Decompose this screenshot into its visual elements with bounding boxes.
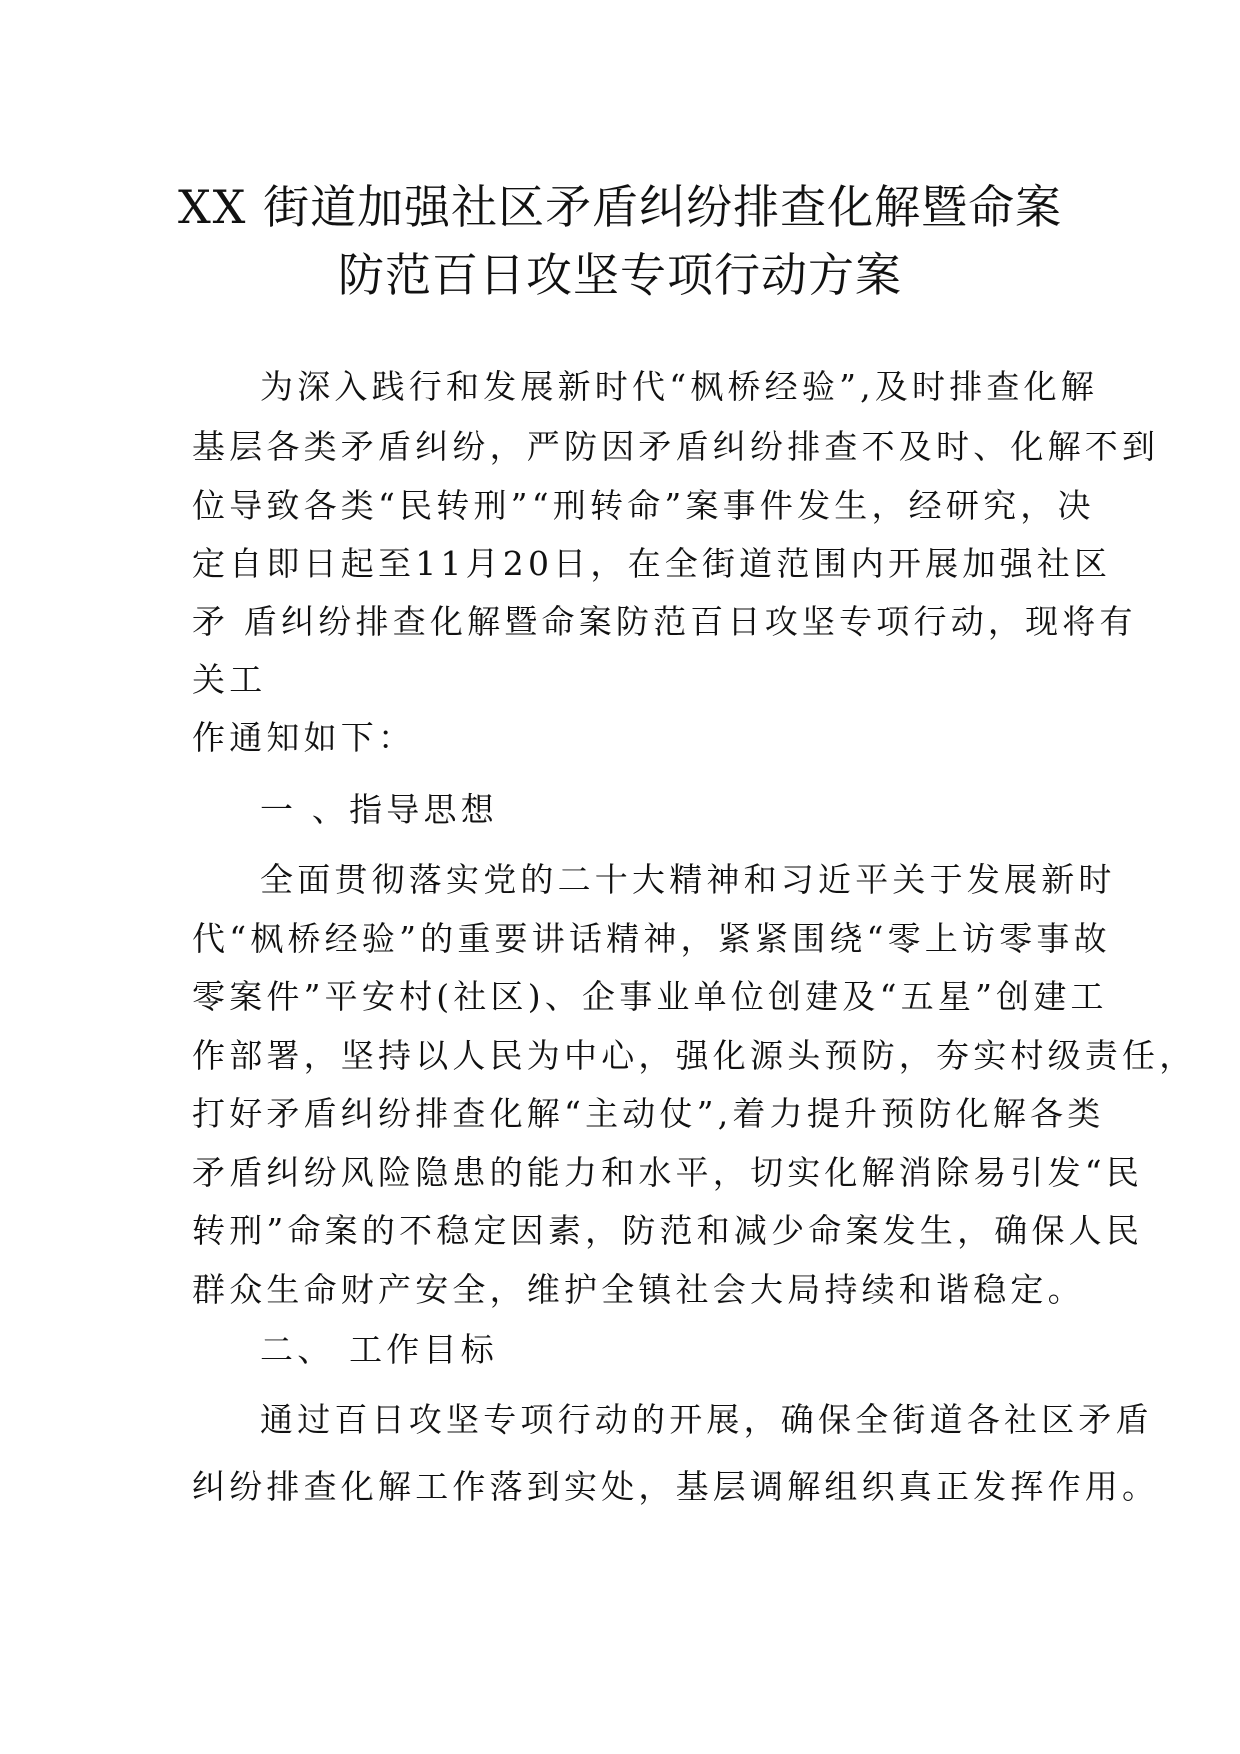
section-heading-work-goals: 二、 工作目标 [260, 1330, 498, 1369]
intro-line-3: 位导致各类“民转刑”“刑转命”案事件发生，经研究，决 [192, 486, 1095, 525]
intro-line-7: 作通知如下： [192, 718, 416, 757]
intro-line-1: 为深入践行和发展新时代“枫桥经验”,及时排查化解 [260, 367, 1099, 406]
ideology-line-5: 打好矛盾纠纷排查化解“主动仗”,着力提升预防化解各类 [192, 1094, 1105, 1133]
ideology-line-7: 转刑”命案的不稳定因素，防范和减少命案发生，确保人民 [192, 1211, 1144, 1250]
section-heading-guiding-ideology: 一 、指导思想 [260, 790, 498, 829]
ideology-line-8: 群众生命财产安全，维护全镇社会大局持续和谐稳定。 [192, 1270, 1085, 1309]
intro-line-2: 基层各类矛盾纠纷，严防因矛盾纠纷排查不及时、化解不到 [192, 427, 1160, 466]
document-title-line-2: 防范百日攻坚专项行动方案 [338, 248, 902, 302]
ideology-line-3: 零案件”平安村(社区)、企事业单位创建及“五星”创建工 [192, 977, 1108, 1016]
document-title-line-1 [140, 180, 1100, 234]
ideology-line-6: 矛盾纠纷风险隐患的能力和水平，切实化解消除易引发“民 [192, 1153, 1144, 1192]
intro-line-4: 定自即日起至11月20日，在全街道范围内开展加强社区 [192, 544, 1112, 583]
title-line-1-text: 街道加强社区矛盾纠纷排查化解暨命案 [263, 180, 1063, 234]
ideology-line-2: 代“枫桥经验”的重要讲话精神，紧紧围绕“零上访零事故 [192, 919, 1111, 958]
ideology-line-4: 作部署，坚持以人民为中心，强化源头预防，夯实村级责任， [192, 1036, 1197, 1075]
intro-line-5: 矛 盾纠纷排查化解暨命案防范百日攻坚专项行动，现将有 [192, 602, 1137, 641]
goals-line-2: 纠纷排查化解工作落到实处，基层调解组织真正发挥作用。 [192, 1467, 1160, 1506]
intro-line-6: 关工 [192, 660, 267, 699]
goals-line-1: 通过百日攻坚专项行动的开展，确保全街道各社区矛盾 [260, 1400, 1153, 1439]
title-prefix: XX [177, 180, 248, 234]
ideology-line-1: 全面贯彻落实党的二十大精神和习近平关于发展新时 [260, 860, 1116, 899]
